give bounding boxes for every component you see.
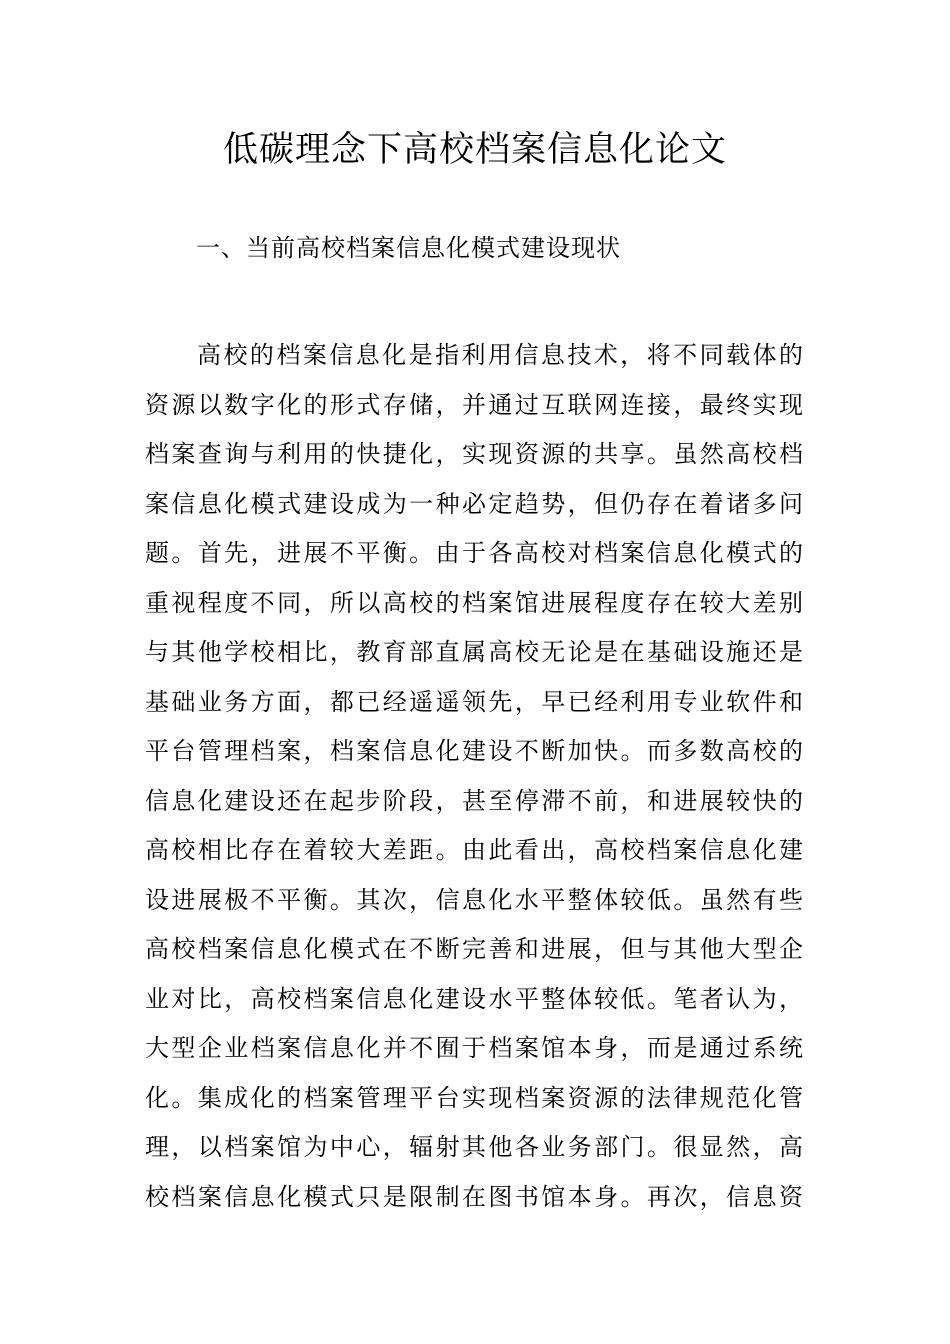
paragraph-line: 设进展极不平衡。其次，信息化水平整体较低。虽然有些 [145,885,805,914]
paragraph-line: 高校档案信息化模式在不断完善和进展，但与其他大型企 [145,935,805,963]
paragraph-line: 业对比，高校档案信息化建设水平整体较低。笔者认为， [145,984,805,1013]
paragraph-line: 高校相比存在着较大差距。由此看出，高校档案信息化建 [145,836,805,864]
paragraph-line: 案信息化模式建设成为一种必定趋势，但仍存在着诸多问 [145,489,805,518]
body-paragraph [145,331,805,1222]
section-heading: 一、当前高校档案信息化模式建设现状 [196,234,621,262]
paragraph-line: 信息化建设还在起步阶段，甚至停滞不前，和进展较快的 [145,786,805,815]
paragraph-line: 高校的档案信息化是指利用信息技术，将不同载体的 [197,341,805,369]
paragraph-line: 理，以档案馆为中心，辐射其他各业务部门。很显然，高 [145,1133,805,1161]
paragraph-line: 资源以数字化的形式存储，并通过互联网连接，最终实现 [145,390,805,419]
paragraph-line: 档案查询与利用的快捷化，实现资源的共享。虽然高校档 [145,440,805,468]
paragraph-line: 大型企业档案信息化并不囿于档案馆本身，而是通过系统 [145,1034,805,1062]
paragraph-line: 平台管理档案，档案信息化建设不断加快。而多数高校的 [145,737,805,765]
paragraph-line: 基础业务方面，都已经遥遥领先，早已经利用专业软件和 [145,687,805,716]
paragraph-line: 重视程度不同，所以高校的档案馆进展程度存在较大差别 [145,588,805,617]
document-title: 低碳理念下高校档案信息化论文 [222,130,727,170]
paragraph-line: 校档案信息化模式只是限制在图书馆本身。再次，信息资 [145,1182,805,1211]
paragraph-line: 化。集成化的档案管理平台实现档案资源的法律规范化管 [145,1083,805,1112]
paragraph-line: 与其他学校相比，教育部直属高校无论是在基础设施还是 [145,638,805,666]
paragraph-line: 题。首先，进展不平衡。由于各高校对档案信息化模式的 [145,539,805,567]
